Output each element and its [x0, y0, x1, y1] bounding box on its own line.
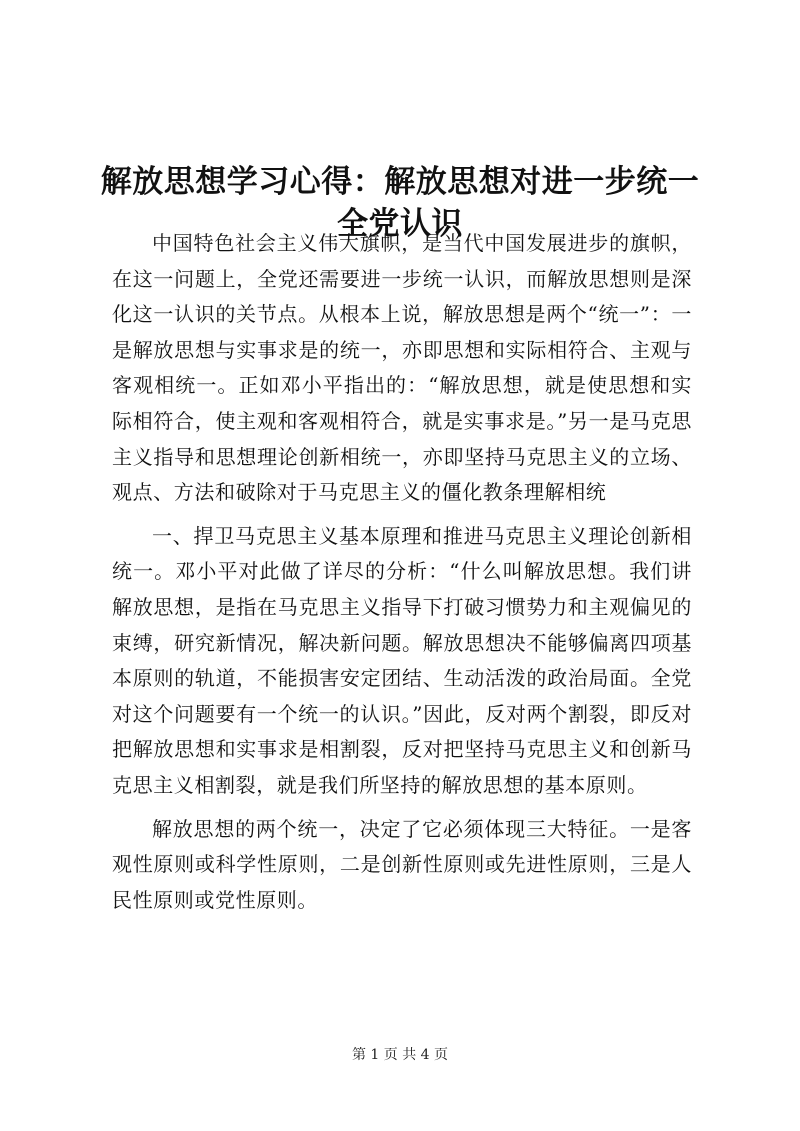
page-footer: 第 1 页 共 4 页	[351, 1047, 449, 1063]
paragraph-3: 解放思想的两个统一，决定了它必须体现三大特征。一是客观性原则或科学性原则，二是创新性原则或先进性原则，三是人民性原则或党性原则。	[112, 816, 692, 912]
paragraph-1: 中国特色社会主义伟大旗帜，是当代中国发展进步的旗帜，在这一问题上，全党还需要进一步统一认识，而解放思想则是深化这一认识的关节点。从根本上说，解放思想是两个“统一”：一是解放思想与实事求是的统一，亦即思想和实际相符合、主观与客观相统一。正如邓小平指出的：“解放思想，就是使思想和实际相符合，使主观和客观相符合，就是实事求是。”另一是马克思主义指导和思想理论创新相统一，亦即坚持马克思主义的立场、观点、方法和破除对于马克思主义的僵化教条理解相统	[112, 231, 692, 505]
document-body	[112, 226, 692, 918]
document-title: 解放思想学习心得：解放思想对进一步统一全党认识	[100, 163, 700, 242]
paragraph-2: 一、捍卫马克思主义基本原理和推进马克思主义理论创新相统一。邓小平对此做了详尽的分析：“什么叫解放思想。我们讲解放思想，是指在马克思主义指导下打破习惯势力和主观偏见的束缚，研究新情况，解决新问题。解放思想决不能够偏离四项基本原则的轨道，不能损害安定团结、生动活泼的政治局面。全党对这个问题要有一个统一的认识。”因此，反对两个割裂，即反对把解放思想和实事求是相割裂，反对把坚持马克思主义和创新马克思主义相割裂，就是我们所坚持的解放思想的基本原则。	[112, 523, 692, 797]
